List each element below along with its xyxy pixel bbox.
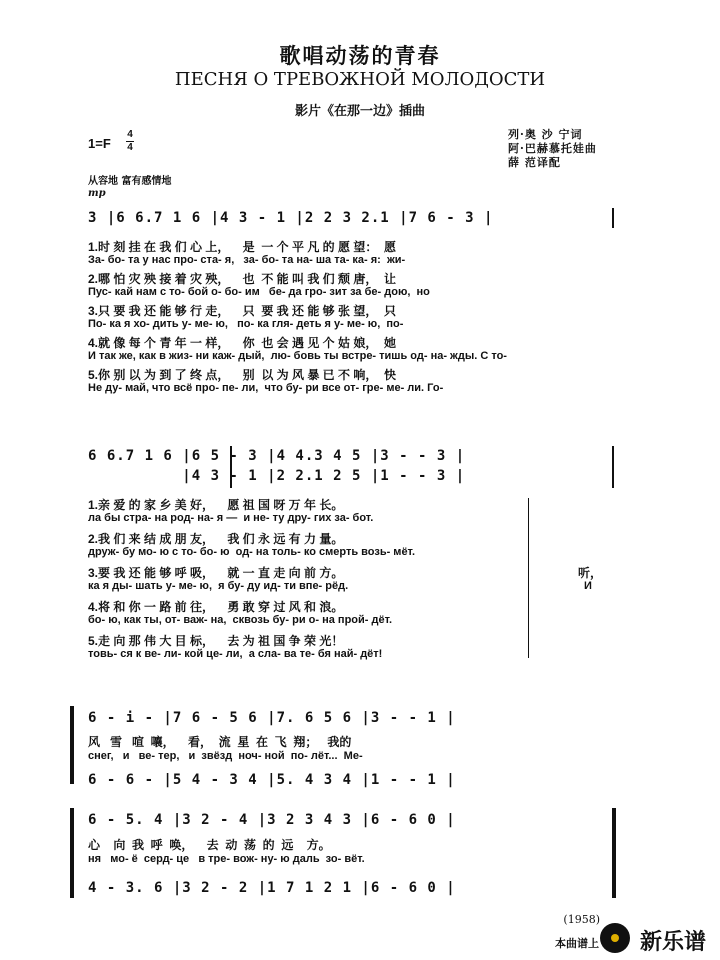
site-logo[interactable]: 新乐谱 [640,929,707,954]
song-title-cn: 歌唱动荡的青春 [279,43,441,68]
system1-verse5-cn: 5.你 别 以 为 到 了 终 点， 别 以 为 风 暴 已 不 响， 快 [88,368,397,382]
system4-notes-upper: 6 - 5. 4 |3 2 - 4 |3 2 3 4 3 |6 - 6 0 | [88,812,456,828]
system1-verse4-cn: 4.就 像 每 个 青 年 一 样， 你 也 会 遇 见 个 姑 娘， 她 [88,336,397,350]
tempo-marking: 从容地 富有感情地 [88,176,172,187]
song-title-ru: ПЕСНЯ О ТРЕВОЖНОЙ МОЛОДОСТИ [174,69,546,90]
source-label: 本曲谱上 [555,938,599,950]
system3-notes-upper: 6 - i - |7 6 - 5 6 |7. 6 5 6 |3 - - 1 | [88,710,456,726]
system4-notes-lower: 4 - 3. 6 |3 2 - 2 |1 7 1 2 1 |6 - 6 0 | [88,880,456,896]
refrain-cue-cn: 听， [578,566,603,580]
system4-bracket [70,808,74,898]
vinyl-disc-icon [600,923,630,953]
key-signature: 1=F [88,136,111,151]
system1-verse1-cn: 1.时 刻 挂 在 我 们 心 上， 是 一 个 平 凡 的 愿 望： 愿 [88,240,397,254]
system1-barline [612,208,614,228]
system4-lyric-ru: ня мо- ё серд- це в тре- вож- ну- ю даль зо- вёт. [88,853,365,865]
credit-composer: 阿·巴赫慕托娃曲 [508,142,597,155]
system3-lyric-ru: снег, и ве- тер, и звёзд ноч- ной по- лёт... Ме- [88,750,363,762]
system1-verse3-cn: 3.只 要 我 还 能 够 行 走， 只 要 我 还 能 够 张 望， 只 [88,304,397,318]
credit-translator: 薛 范译配 [508,156,561,169]
time-signature: 4 4 [127,129,133,153]
system2-verse1-ru: ла бы стра- на род- на- я — и не- ту дру- гих за- бот. [88,512,374,524]
system1-verse1-ru: За- бо- та у нас про- ста- я, за- бо- та на- ша та- ка- я: жи- [88,254,406,266]
system2-verse2-ru: друж- бу мо- ю с то- бо- ю од- на толь- ко смерть возь- мёт. [88,546,416,558]
system1-verse5-ru: Не ду- май, что всё про- пе- ли, что бу- ри все от- гре- ме- ли. Го- [88,382,444,394]
system1-verse2-cn: 2.哪 怕 灾 殃 接 着 灾 殃， 也 不 能 叫 我 们 颓 唐， 让 [88,272,397,286]
dynamic-marking: mp [88,188,106,199]
refrain-cue-ru: И [584,580,592,592]
system2-verse3-cn: 3.要 我 还 能 够 呼 吸， 就 一 直 走 向 前 方。 [88,566,344,580]
system2-verse4-ru: бо- ю, как ты, от- важ- на, сквозь бу- ри о- на прой- дёт. [88,614,393,626]
system2-verse5-cn: 5.走 向 那 伟 大 目 标， 去 为 祖 国 争 荣 光！ [88,634,344,648]
system2-notes-lower: |4 3 - 1 |2 2.1 2 5 |1 - - 3 | [88,468,466,484]
system2-barline [612,446,614,488]
system2-notes-upper: 6 6.7 1 6 |6 5 - 3 |4 4.3 4 5 |3 - - 3 | [88,448,466,464]
credit-lyricist: 列·奥 沙 宁词 [508,128,583,141]
system1-notes: 3 |6 6.7 1 6 |4 3 - 1 |2 2 3 2.1 |7 6 - 3 | [88,210,494,226]
system4-lyric-cn: 心 向 我 呼 唤， 去 动 荡 的 远 方。 [88,838,331,852]
system1-verse2-ru: Пус- кай нам с то- бой о- бо- им бе- да гро- зит за бе- дою, но [88,286,430,298]
system2-verse1-cn: 1.亲 爱 的 家 乡 美 好， 愿 祖 国 呀 万 年 长。 [88,498,344,512]
final-barline [612,808,616,898]
system1-verse4-ru: И так же, как в жиз- ни каж- дый, лю- бовь ты встре- тишь од- на- жды. С то- [88,350,507,362]
system2-verse3-ru: ка я ды- шать у- ме- ю, я бу- ду ид- ти впе- рёд. [88,580,349,592]
system1-verse3-ru: По- ка я хо- дить у- ме- ю, по- ка гля- деть я у- ме- ю, по- [88,318,404,330]
system3-bracket [70,706,74,784]
system2-verse4-cn: 4.将 和 你 一 路 前 往， 勇 敢 穿 过 风 和 浪。 [88,600,344,614]
system3-notes-lower: 6 - 6 - |5 4 - 3 4 |5. 4 3 4 |1 - - 1 | [88,772,456,788]
year-of-composition: (1958) [563,913,600,926]
verse-brace [528,498,529,658]
system2-verse2-cn: 2.我 们 来 结 成 朋 友， 我 们 永 远 有 力 量。 [88,532,344,546]
system2-verse5-ru: товь- ся к ве- ли- кой це- ли, а сла- ва те- бя най- дёт! [88,648,383,660]
song-subtitle: 影片《在那一边》插曲 [294,104,425,119]
system3-lyric-cn: 风 雪 喧 嚷， 看， 流 星 在 飞 翔； 我的 [88,735,352,749]
